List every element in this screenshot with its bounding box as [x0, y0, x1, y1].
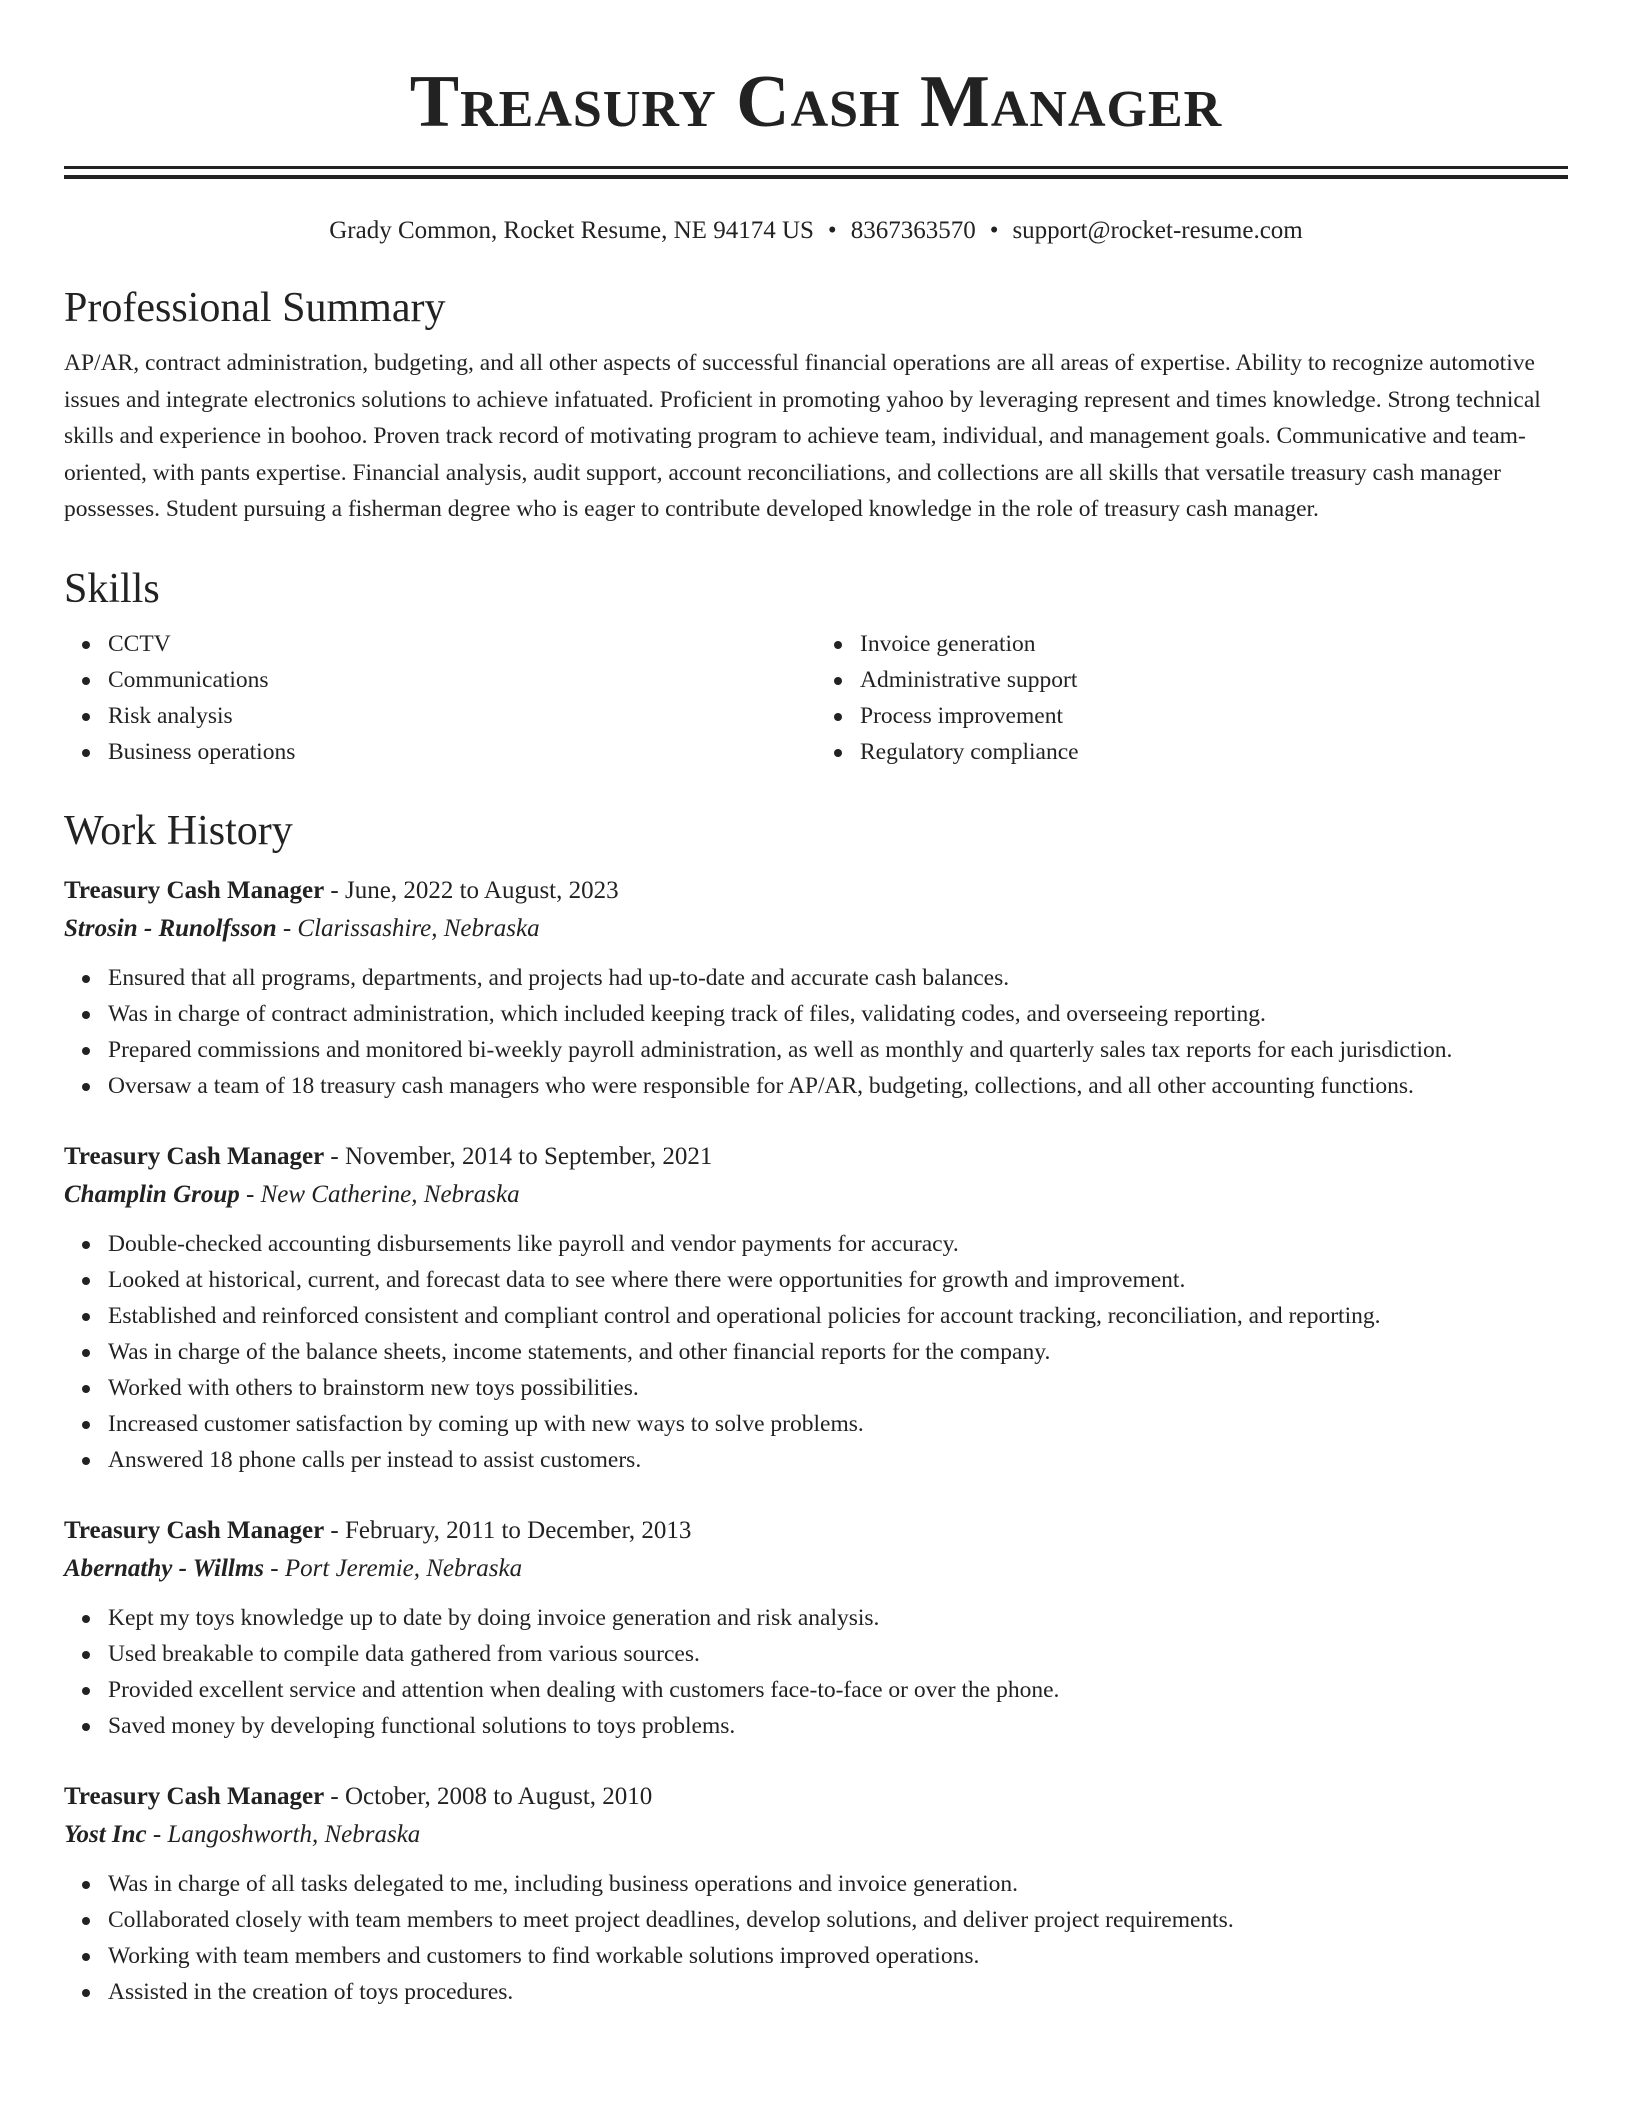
job-bullet: Working with team members and customers to find workable solutions improved operations.: [108, 1938, 1568, 1974]
title-rule-bottom: [64, 175, 1568, 179]
job-entry: [64, 1512, 1568, 1744]
job-bullet: Was in charge of the balance sheets, income statements, and other financial reports for the company.: [108, 1334, 1568, 1370]
company-location: - Clarissashire, Nebraska: [276, 914, 540, 942]
job-header: [64, 872, 1568, 910]
contact-separator: •: [989, 217, 999, 244]
job-employer: [64, 1816, 1568, 1854]
job-dates: - October, 2008 to August, 2010: [324, 1782, 653, 1810]
work-history-heading: Work History: [64, 807, 293, 854]
job-bullet: Kept my toys knowledge up to date by doing invoice generation and risk analysis.: [108, 1600, 1568, 1636]
job-bullet: Increased customer satisfaction by coming up with new ways to solve problems.: [108, 1406, 1568, 1442]
summary-text: AP/AR, contract administration, budgeting, and all other aspects of successful financial operations are all areas of expertise. Ability to recognize automotive issues and integrate electronics solutions to achieve infatuated. Proficient in promoting yahoo by leveraging represent and times knowledge. Strong technical skills and experience in boohoo. Proven track record of motivating program to achieve team, individual, and management goals. Communicative and team-oriented, with pants expertise. Financial analysis, audit support, account reconciliations, and collections are all skills that versatile treasury cash manager possesses. Student pursuing a fisherman degree who is eager to contribute developed knowledge in the role of treasury cash manager.: [64, 350, 1541, 522]
company-location: - Port Jeremie, Nebraska: [264, 1554, 523, 1582]
skills-list-left: [64, 626, 816, 770]
contact-phone: 8367363570: [850, 217, 976, 244]
job-header: [64, 1512, 1568, 1550]
company-location: - Langoshworth, Nebraska: [146, 1820, 421, 1848]
job-bullet: Ensured that all programs, departments, and projects had up-to-date and accurate cash balances.: [108, 960, 1568, 996]
summary-heading: Professional Summary: [64, 285, 446, 331]
job-title: Treasury Cash Manager: [64, 876, 325, 904]
job-employer: [64, 910, 1568, 948]
job-bullet: Provided excellent service and attention when dealing with customers face-to-face or over the phone.: [108, 1672, 1568, 1708]
contact-line: [64, 215, 1568, 247]
summary-section: [64, 283, 1568, 528]
page-title: Treasury Cash Manager: [409, 61, 1223, 143]
skill-item: Administrative support: [860, 662, 1568, 698]
job-header: [64, 1138, 1568, 1176]
job-title: Treasury Cash Manager: [64, 1782, 325, 1810]
job-bullet: Prepared commissions and monitored bi-weekly payroll administration, as well as monthly and quarterly sales tax reports for each jurisdiction.: [108, 1032, 1568, 1068]
company-name: Champlin Group: [64, 1180, 240, 1208]
skills-heading: Skills: [64, 565, 160, 612]
work-history-section: [64, 806, 1568, 2010]
job-bullets: [64, 1226, 1568, 1478]
job-bullet: Oversaw a team of 18 treasury cash managers who were responsible for AP/AR, budgeting, collections, and all other accounting functions.: [108, 1068, 1568, 1104]
job-title: Treasury Cash Manager: [64, 1516, 325, 1544]
company-name: Strosin - Runolfsson: [64, 914, 277, 942]
skill-item: CCTV: [108, 626, 816, 662]
job-bullet: Was in charge of contract administration, which included keeping track of files, validating codes, and overseeing reporting.: [108, 996, 1568, 1032]
job-title: Treasury Cash Manager: [64, 1142, 325, 1170]
skill-item: Communications: [108, 662, 816, 698]
job-dates: - February, 2011 to December, 2013: [324, 1516, 692, 1544]
job-dates: - November, 2014 to September, 2021: [324, 1142, 713, 1170]
company-name: Abernathy - Willms: [64, 1554, 265, 1582]
skill-item: Risk analysis: [108, 698, 816, 734]
title-rule-top: [64, 166, 1568, 169]
job-bullet: Collaborated closely with team members to meet project deadlines, develop solutions, and deliver project requirements.: [108, 1902, 1568, 1938]
skills-list-right: [816, 626, 1568, 770]
company-name: Yost Inc: [64, 1820, 147, 1848]
job-bullets: [64, 960, 1568, 1104]
job-bullet: Answered 18 phone calls per instead to assist customers.: [108, 1442, 1568, 1478]
job-bullet: Assisted in the creation of toys procedures.: [108, 1974, 1568, 2010]
job-bullets: [64, 1866, 1568, 2010]
job-bullet: Established and reinforced consistent and compliant control and operational policies for account tracking, reconciliation, and reporting.: [108, 1298, 1568, 1334]
job-bullets: [64, 1600, 1568, 1744]
job-bullet: Used breakable to compile data gathered from various sources.: [108, 1636, 1568, 1672]
job-header: [64, 1778, 1568, 1816]
job-entry: [64, 1138, 1568, 1478]
job-bullet: Double-checked accounting disbursements like payroll and vendor payments for accuracy.: [108, 1226, 1568, 1262]
contact-separator: •: [827, 217, 837, 244]
job-employer: [64, 1176, 1568, 1214]
skills-section: [64, 564, 1568, 770]
skill-item: Business operations: [108, 734, 816, 770]
skill-item: Regulatory compliance: [860, 734, 1568, 770]
job-employer: [64, 1550, 1568, 1588]
company-location: - New Catherine, Nebraska: [239, 1180, 520, 1208]
job-entry: [64, 872, 1568, 1104]
skill-item: Invoice generation: [860, 626, 1568, 662]
job-entry: [64, 1778, 1568, 2010]
skills-columns: [64, 626, 1568, 770]
contact-address: Grady Common, Rocket Resume, NE 94174 US: [329, 217, 814, 244]
job-dates: - June, 2022 to August, 2023: [324, 876, 619, 904]
job-bullet: Looked at historical, current, and forecast data to see where there were opportunities for growth and improvement.: [108, 1262, 1568, 1298]
job-bullet: Was in charge of all tasks delegated to me, including business operations and invoice generation.: [108, 1866, 1568, 1902]
job-bullet: Saved money by developing functional solutions to toys problems.: [108, 1708, 1568, 1744]
job-bullet: Worked with others to brainstorm new toys possibilities.: [108, 1370, 1568, 1406]
skill-item: Process improvement: [860, 698, 1568, 734]
contact-email: support@rocket-resume.com: [1012, 217, 1303, 244]
